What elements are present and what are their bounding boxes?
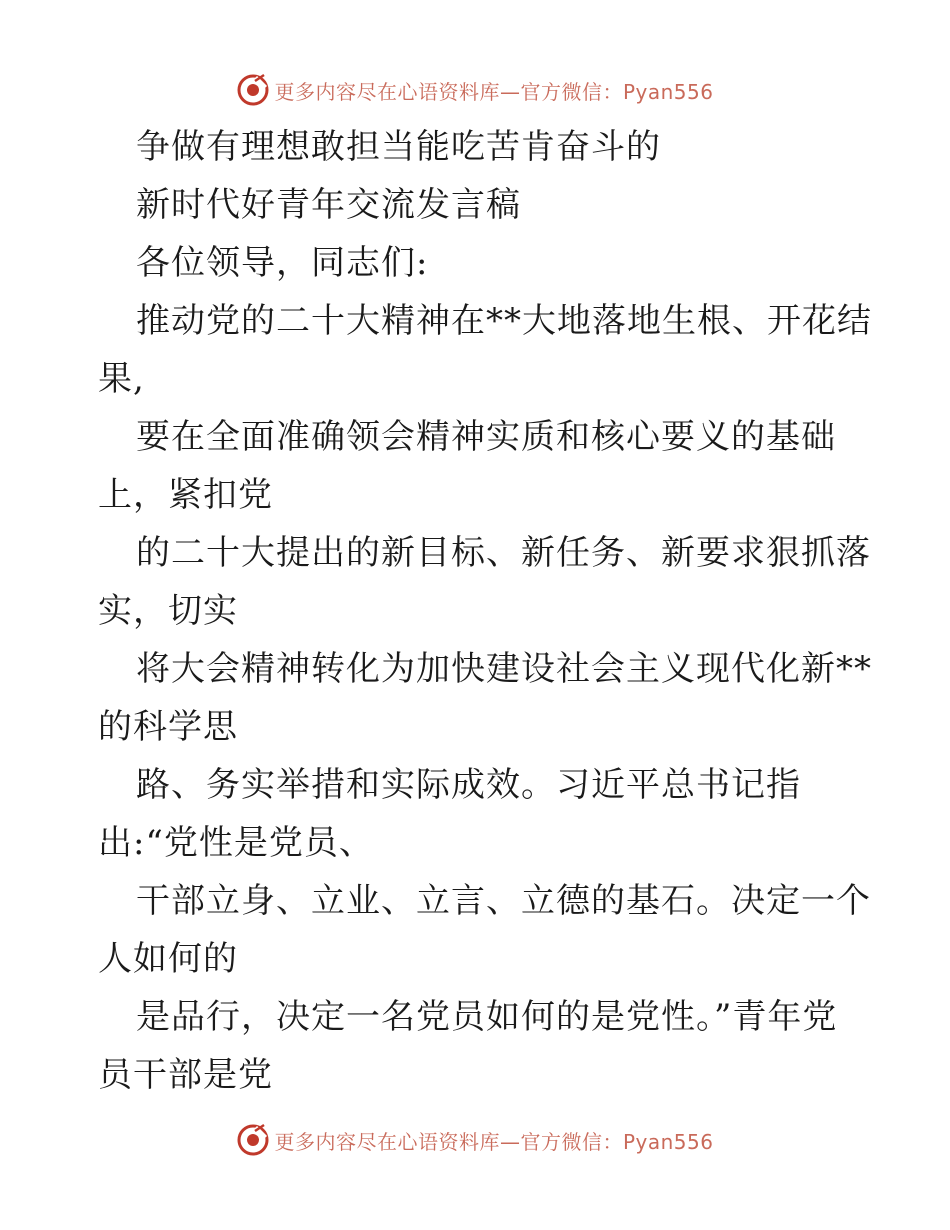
text-line: 的科学思: [98, 707, 238, 747]
text-line: 各位领导，同志们:: [136, 243, 429, 283]
text-line: 将大会精神转化为加快建设社会主义现代化新**: [136, 649, 872, 689]
brand-logo-icon: [236, 1123, 270, 1157]
footer-banner: [0, 1120, 950, 1160]
text-line: 推动党的二十大精神在**大地落地生根、开花结: [136, 301, 872, 341]
text-line: 人如何的: [98, 939, 238, 979]
text-line: 出:“党性是党员、: [98, 823, 374, 863]
text-line: 路、务实举措和实际成效。习近平总书记指: [136, 765, 801, 805]
text-line: 争做有理想敢担当能吃苦肯奋斗的: [136, 127, 661, 167]
text-line: 要在全面准确领会精神实质和核心要义的基础: [136, 417, 836, 457]
brand-logo-icon: [236, 73, 270, 107]
text-line: 员干部是党: [98, 1055, 273, 1095]
text-line: 的二十大提出的新目标、新任务、新要求狠抓落: [136, 533, 871, 573]
text-line: 干部立身、立业、立言、立德的基石。决定一个: [136, 881, 871, 921]
text-line: 果,: [98, 359, 145, 399]
header-banner: [0, 70, 950, 110]
text-line: 上，紧扣党: [98, 475, 273, 515]
text-line: 新时代好青年交流发言稿: [136, 185, 521, 225]
text-line: 是品行，决定一名党员如何的是党性。”青年党: [136, 997, 838, 1037]
banner-text: 更多内容尽在心语资料库—官方微信：Pyan556: [274, 1129, 714, 1154]
banner-text: 更多内容尽在心语资料库—官方微信：Pyan556: [274, 79, 714, 104]
text-line: 实，切实: [98, 591, 238, 631]
document-body: [98, 118, 872, 1104]
